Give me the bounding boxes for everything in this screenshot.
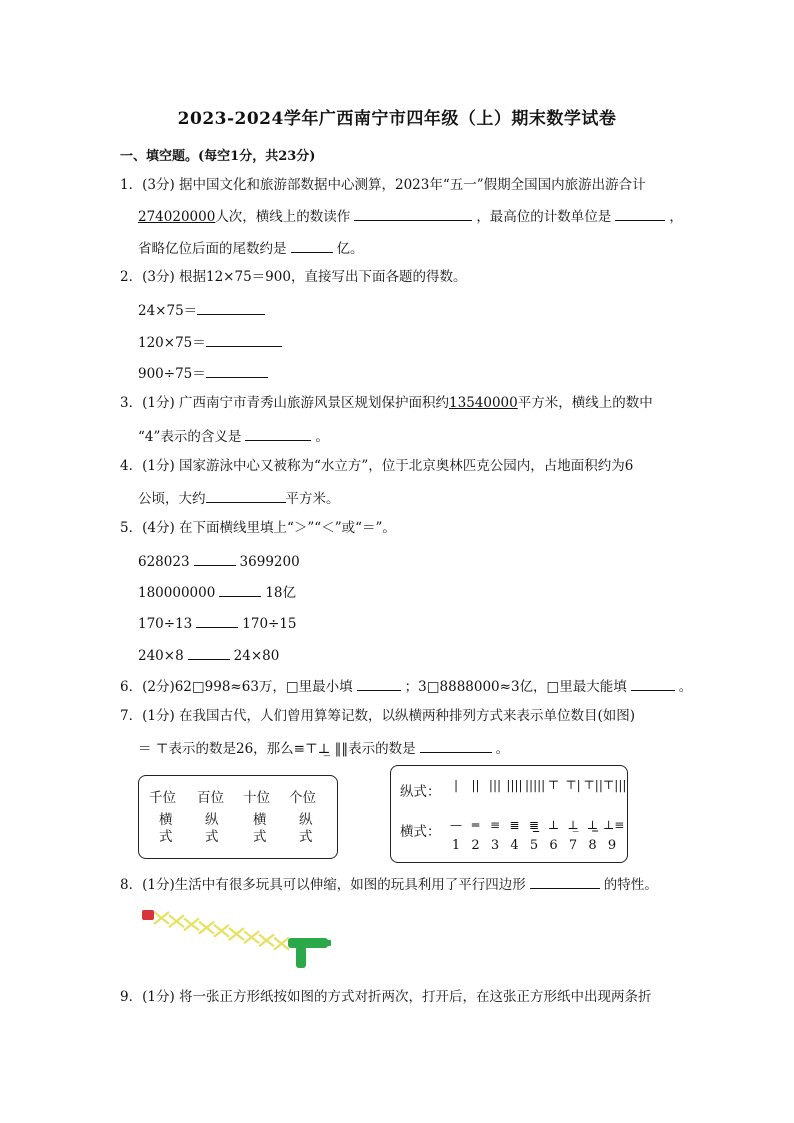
toy-handle xyxy=(288,938,331,968)
horizontal-label: 横式： xyxy=(400,824,441,840)
style-ones: 纵 式 xyxy=(299,812,313,845)
digit-1: 1 xyxy=(451,838,461,853)
q2-b-expr: 120×75＝ xyxy=(138,335,206,351)
q2-a xyxy=(138,300,269,320)
q5-row-2-blank[interactable] xyxy=(219,582,261,597)
q7-blank[interactable] xyxy=(420,738,492,753)
place-hundreds: 百位 xyxy=(197,790,224,806)
horizontal-rod-5: ≣̲ xyxy=(528,818,540,832)
q1-text-c: ， xyxy=(669,209,683,225)
vertical-rod-8: ⊤|| xyxy=(583,778,603,792)
horizontal-rod-9: ⊥≡ xyxy=(603,818,625,832)
q2-line1: 2．(3分) 根据12×75＝900，直接写出下面各题的得数。 xyxy=(120,269,467,285)
q5-row-3-right: 170÷15 xyxy=(242,616,297,632)
q3-line1 xyxy=(120,394,653,412)
horizontal-rod-2: ═ xyxy=(471,818,480,832)
q1-text-b: ，最高位的计数单位是 xyxy=(476,209,612,225)
q5-row-1-left: 628023 xyxy=(138,554,190,570)
q1-line3 xyxy=(138,238,364,258)
q2-a-expr: 24×75＝ xyxy=(138,303,198,319)
digit-3: 3 xyxy=(490,838,500,853)
q6-line xyxy=(120,676,692,696)
q4-text-a: 公顷，大约 xyxy=(138,491,206,507)
horizontal-rod-3: ≡ xyxy=(489,818,501,832)
q1-blank-2[interactable] xyxy=(615,206,665,221)
vertical-label: 纵式： xyxy=(400,784,441,800)
q2-b-blank[interactable] xyxy=(206,332,282,347)
q6-text-c: 。 xyxy=(678,679,693,695)
q2-c xyxy=(138,363,272,383)
horizontal-rod-4: ≣ xyxy=(509,818,520,832)
q6-blank-2[interactable] xyxy=(631,676,675,691)
q5-row-4-blank[interactable] xyxy=(188,645,230,660)
place-tens: 十位 xyxy=(243,790,270,806)
q2-c-blank[interactable] xyxy=(206,363,268,378)
digit-4: 4 xyxy=(510,838,519,853)
counting-rods-box xyxy=(390,765,628,863)
q4-blank[interactable] xyxy=(206,488,286,503)
digit-2: 2 xyxy=(471,838,480,853)
digit-8: 8 xyxy=(588,838,597,853)
vertical-rod-5: ||||| xyxy=(525,778,546,792)
q5-row-1 xyxy=(138,551,300,571)
q3-text-c: “4”表示的含义是 xyxy=(138,429,242,445)
place-thousands: 千位 xyxy=(149,790,176,806)
q7-text-a: ＝ ⊤表示的数是26，那么≡⊤⊥̲ ‖‖表示的数是 xyxy=(138,741,416,757)
q5-line1: 5．(4分) 在下面横线里填上“＞”“＜”或“＝”。 xyxy=(120,520,396,536)
q5-row-4-left: 240×8 xyxy=(138,648,184,664)
q1-blank-3[interactable] xyxy=(291,238,333,253)
q2-b xyxy=(138,332,286,352)
vertical-rod-9: ⊤||| xyxy=(603,778,627,792)
q6-text-b: ；3□8888000≈3亿，□里最大能填 xyxy=(404,679,627,695)
q1-text-e: 亿。 xyxy=(336,241,364,257)
digit-6: 6 xyxy=(549,838,558,853)
vertical-rod-3: ||| xyxy=(488,778,502,792)
digit-5: 5 xyxy=(529,838,539,853)
q8-text-a: 8．(1分)生活中有很多玩具可以伸缩，如图的玩具利用了平行四边形 xyxy=(120,877,526,893)
q3-text-d: 。 xyxy=(315,429,329,445)
horizontal-rod-8: ⊥̳ xyxy=(586,818,599,832)
q3-text-a: 3．(1分) 广西南宁市青秀山旅游风景区规划保护面积约 xyxy=(120,395,450,411)
q5-row-2 xyxy=(138,582,296,602)
q9-line1: 9．(1分) 将一张正方形纸按如图的方式对折两次，打开后，在这张正方形纸中出现两条折 xyxy=(120,989,652,1005)
q4-text-b: 平方米。 xyxy=(285,491,340,507)
style-thousands: 横 式 xyxy=(159,812,173,845)
q6-blank-1[interactable] xyxy=(357,676,401,691)
digit-9: 9 xyxy=(607,838,617,853)
vertical-rod-1: | xyxy=(453,778,459,792)
vertical-rod-4: |||| xyxy=(506,778,523,792)
q5-row-3 xyxy=(138,613,297,633)
q5-row-2-left: 180000000 xyxy=(138,585,216,601)
vertical-rod-2: || xyxy=(471,778,480,792)
q1-number: 274020000 xyxy=(138,209,216,225)
page-title: 2023-2024学年广西南宁市四年级（上）期末数学试卷 xyxy=(177,109,617,129)
section-heading: 一、填空题。(每空1分，共23分) xyxy=(120,149,316,164)
q4-line2 xyxy=(138,488,340,508)
q3-blank[interactable] xyxy=(245,426,311,441)
q1-line2 xyxy=(138,206,683,226)
horizontal-rod-7: ⊥̲ xyxy=(567,818,579,832)
q5-row-3-blank[interactable] xyxy=(196,613,238,628)
toy-head xyxy=(142,910,154,920)
q1-line1: 1．(3分) 据中国文化和旅游部数据中心测算，2023年“五一”假期全国国内旅游出游合计 xyxy=(120,177,646,193)
q3-number: 13540000 xyxy=(449,395,518,411)
extendable-toy-image xyxy=(138,898,338,973)
q5-row-1-right: 3699200 xyxy=(239,554,300,570)
q5-row-4 xyxy=(138,645,279,665)
q4-line1: 4．(1分) 国家游泳中心又被称为“水立方”，位于北京奥林匹克公园内，占地面积约为6 xyxy=(120,458,634,474)
q5-row-3-left: 170÷13 xyxy=(138,616,193,632)
q2-a-blank[interactable] xyxy=(197,300,265,315)
q5-row-1-blank[interactable] xyxy=(194,551,236,566)
place-value-box xyxy=(138,775,338,859)
q7-text-b: 。 xyxy=(495,741,510,757)
horizontal-rod-6: ⊥ xyxy=(547,818,560,832)
q8-blank[interactable] xyxy=(530,874,600,889)
vertical-rod-7: ⊤| xyxy=(565,778,581,792)
q5-row-2-right: 18亿 xyxy=(265,585,296,601)
q7-line2 xyxy=(138,738,509,758)
style-tens: 横 式 xyxy=(253,812,267,845)
q1-text-d: 省略亿位后面的尾数约是 xyxy=(138,241,287,257)
q1-text-a: 人次，横线上的数读作 xyxy=(215,209,351,225)
q5-row-4-right: 24×80 xyxy=(233,648,280,664)
q8-text-b: 的特性。 xyxy=(603,877,658,893)
digit-7: 7 xyxy=(568,838,578,853)
q7-line1: 7．(1分) 在我国古代，人们曾用算筹记数，以纵横两种排列方式来表示单位数目(如图) xyxy=(120,708,636,724)
horizontal-rod-1: — xyxy=(450,818,462,832)
q1-blank-1[interactable] xyxy=(354,206,472,221)
q8-line xyxy=(120,874,658,894)
style-hundreds: 纵 式 xyxy=(205,812,219,845)
q3-text-b: 平方米，横线上的数中 xyxy=(517,395,653,411)
q6-text-a: 6．(2分)62□998≈63万，□里最小填 xyxy=(120,679,353,695)
place-ones: 个位 xyxy=(289,790,316,806)
vertical-rod-6: ⊤ xyxy=(547,778,560,792)
q3-line2 xyxy=(138,426,329,446)
q2-c-expr: 900÷75＝ xyxy=(138,366,206,382)
toy-lattice xyxy=(154,912,289,950)
